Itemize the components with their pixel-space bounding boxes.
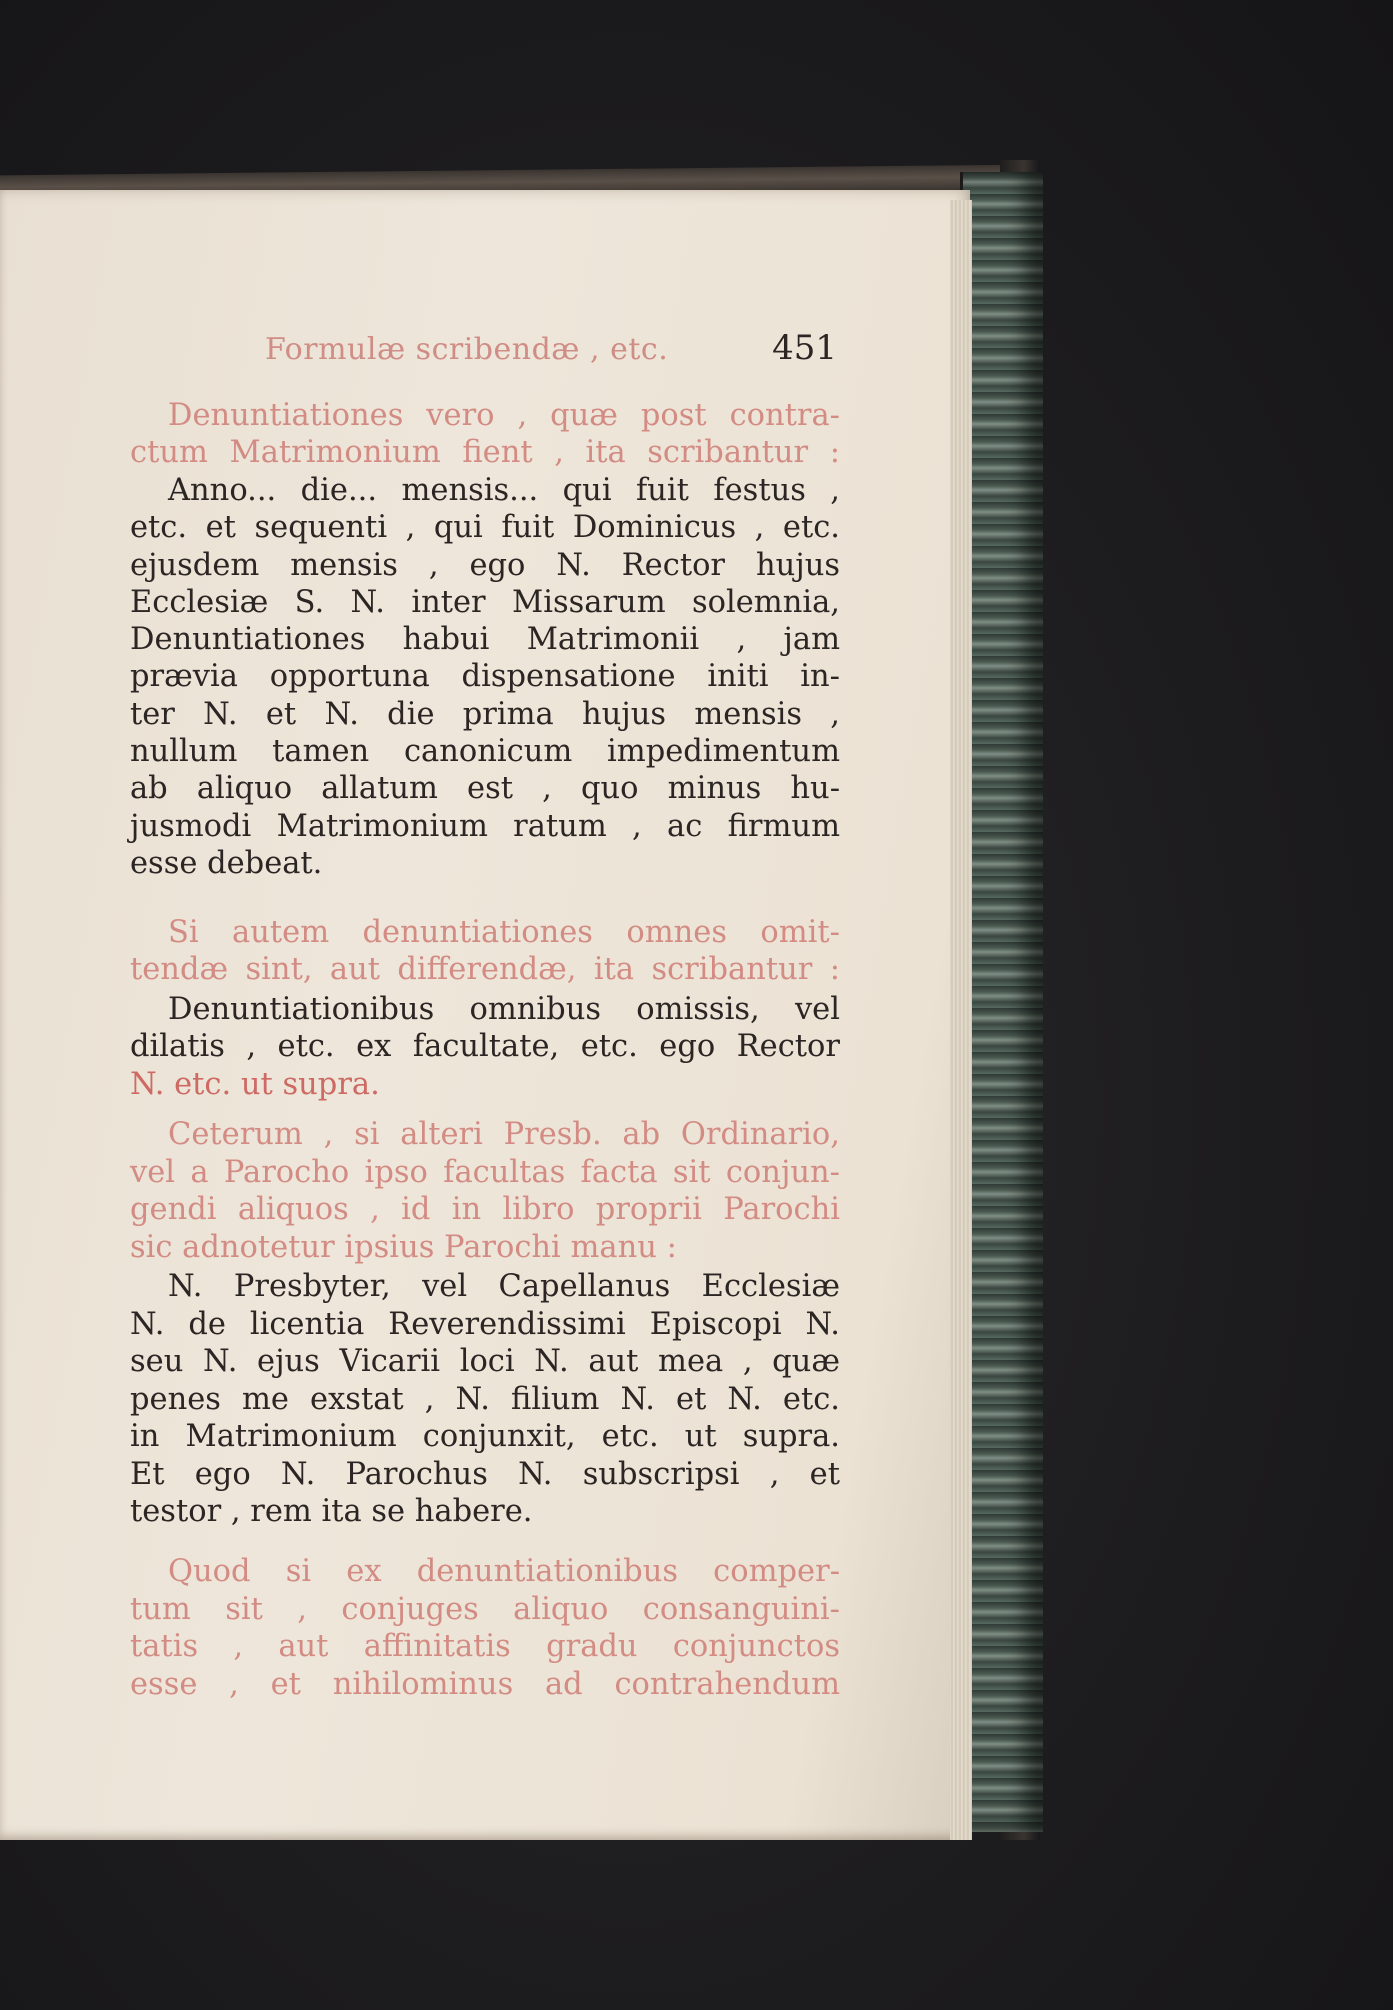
text-line: dilatis , etc. ex facultate, etc. ego Rector [130,1029,840,1065]
formula-paragraph-1 [130,472,840,882]
rubric-paragraph-3 [130,1116,840,1266]
rubric-paragraph-4 [130,1553,840,1703]
text-line: Denuntiationibus omnibus omissis, vel [168,992,840,1027]
text-line: Et ego N. Parochus N. subscripsi , et [130,1456,840,1492]
running-head: Formulæ scribendæ , etc. [265,332,669,367]
text-line: jusmodi Matrimonium ratum , ac firmum [130,808,840,844]
text-line: Denuntiationes habui Matrimonii , jam [130,622,840,658]
text-line: sic adnotetur ipsius Parochi manu : [130,1229,677,1265]
page-edges [950,200,972,1840]
text-line: tatis , aut affinitatis gradu conjunctos [130,1629,840,1664]
text-line: tum sit , conjuges aliquo consanguini- [130,1591,840,1627]
text-line: Quod si ex denuntiationibus comper- [168,1554,840,1589]
rubric-paragraph-1 [130,397,840,471]
text-line: etc. et sequenti , qui fuit Dominicus , etc. [130,510,840,546]
text-line: esse debeat. [130,845,323,881]
formula-paragraph-3 [130,1268,840,1531]
text-line: ab aliquo allatum est , quo minus hu- [130,771,840,807]
text-line: nullum tamen canonicum impedimentum [130,734,840,770]
text-line: ctum Matrimonium fient , ita scribantur : [130,435,840,470]
rubric-paragraph-2 [130,914,840,988]
text-line: Si autem denuntiationes omnes omit- [168,915,840,950]
text-line: vel a Parocho ipso facultas facta sit conjun- [130,1154,840,1190]
text-line: gendi aliquos , id in libro proprii Parochi [130,1192,840,1227]
text-line: in Matrimonium conjunxit, etc. ut supra. [130,1419,840,1454]
text-line: penes me exstat , N. filium N. et N. etc. [130,1381,840,1417]
text-line: N. Presbyter, vel Capellanus Ecclesiæ [168,1269,840,1304]
text-line: esse , et nihilominus ad contrahendum [130,1666,840,1702]
page-number: 451 [772,328,837,368]
text-line: N. de licentia Reverendissimi Episcopi N. [130,1306,840,1342]
book-spine [960,172,1043,1832]
text-line: tendæ sint, aut differendæ, ita scribantur : [130,952,840,987]
text-line: ejusdem mensis , ego N. Rector hujus [130,547,840,583]
text-line: Denuntiationes vero , quæ post contra- [168,398,840,433]
formula-paragraph-2 [130,991,840,1103]
text-line: testor , rem ita se habere. [130,1494,533,1529]
text-line: Anno... die... mensis... qui fuit festus , [168,473,840,508]
page-header [265,328,845,376]
text-line: prævia opportuna dispensatione initi in- [130,659,840,695]
text-line: Ecclesiæ S. N. inter Missarum solemnia, [130,584,840,620]
text-line: N. etc. ut supra. [130,1066,380,1102]
text-line: Ceterum , si alteri Presb. ab Ordinario, [168,1117,840,1152]
text-line: seu N. ejus Vicarii loci N. aut mea , quæ [130,1344,840,1379]
text-line: ter N. et N. die prima hujus mensis , [130,696,840,732]
